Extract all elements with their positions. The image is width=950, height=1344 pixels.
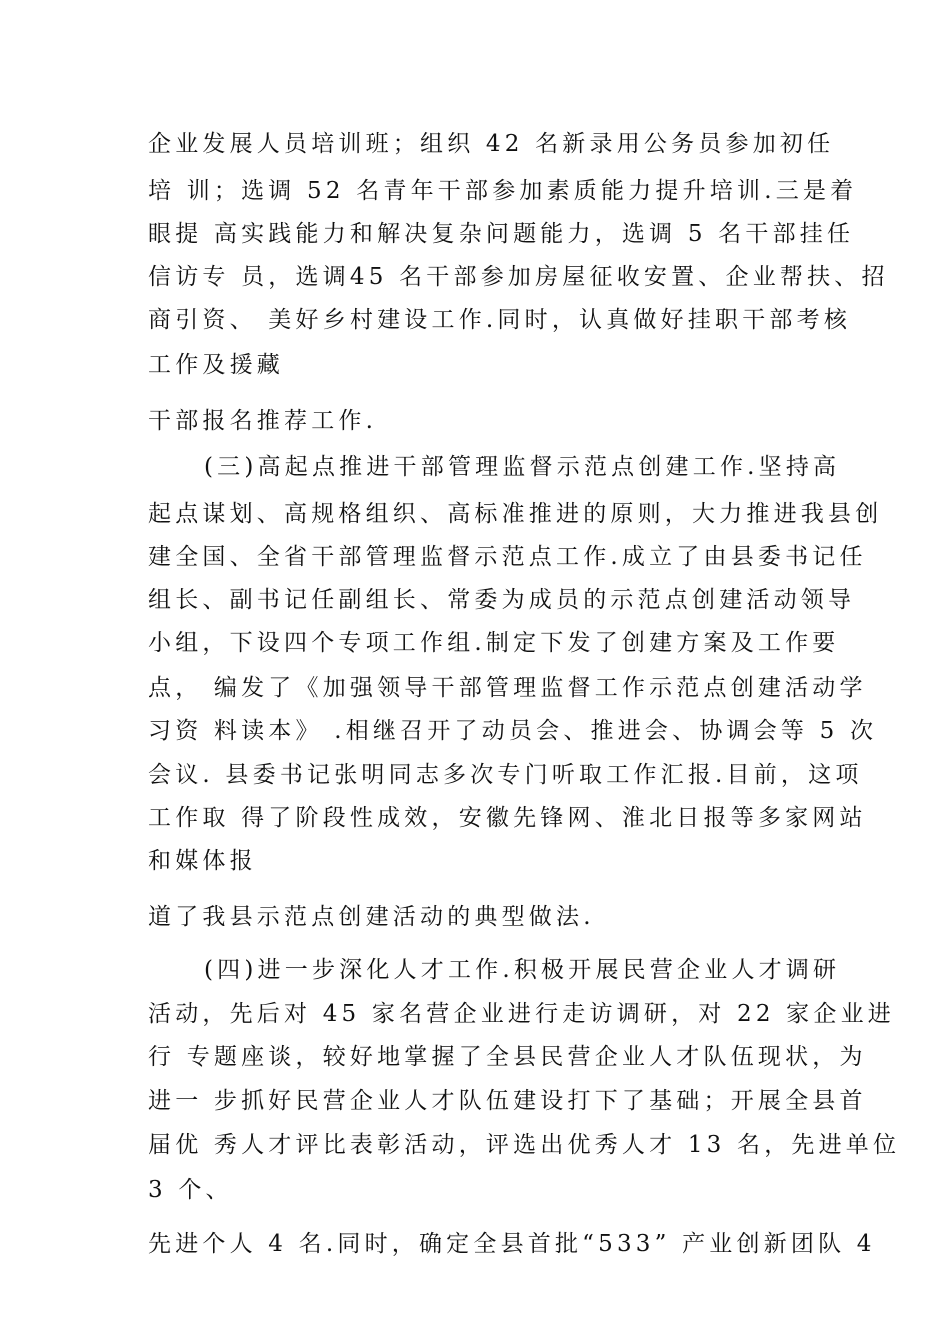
text-line: 进一 步抓好民营企业人才队伍建设打下了基础；开展全县首 xyxy=(148,1088,867,1114)
text-line: 干部报名推荐工作. xyxy=(148,408,378,434)
text-line: 3 个、 xyxy=(148,1177,233,1203)
text-line: 行 专题座谈，较好地掌握了全县民营企业人才队伍现状，为 xyxy=(148,1044,867,1070)
text-line: 会议. 县委书记张明同志多次专门听取工作汇报.目前，这项 xyxy=(148,762,863,788)
paragraph-heading: (三)高起点推进干部管理监督示范点创建工作.坚持高 xyxy=(204,454,841,480)
text-line: 小组，下设四个专项工作组.制定下发了创建方案及工作要 xyxy=(148,630,840,656)
text-line: 组长、副书记任副组长、常委为成员的示范点创建活动领导 xyxy=(148,587,856,613)
text-line: 和媒体报 xyxy=(148,848,257,874)
text-line: 起点谋划、高规格组织、高标准推进的原则，大力推进我县创 xyxy=(148,501,883,527)
text-line: 届优 秀人才评比表彰活动，评选出优秀人才 13 名，先进单位 xyxy=(148,1132,901,1158)
text-line: 培 训；选调 52 名青年干部参加素质能力提升培训.三是着 xyxy=(148,178,858,204)
paragraph-heading: (四)进一步深化人才工作.积极开展民营企业人才调研 xyxy=(204,957,841,983)
text-line: 工作及援藏 xyxy=(148,352,284,378)
text-line: 点， 编发了《加强领导干部管理监督工作示范点创建活动学 xyxy=(148,675,867,701)
text-line: 先进个人 4 名.同时，确定全县首批“533” 产业创新团队 4 xyxy=(148,1231,876,1257)
text-line: 眼提 高实践能力和解决复杂问题能力，选调 5 名干部挂任 xyxy=(148,221,855,247)
text-line: 工作取 得了阶段性成效，安徽先锋网、淮北日报等多家网站 xyxy=(148,805,867,831)
text-line: 建全国、全省干部管理监督示范点工作.成立了由县委书记任 xyxy=(148,544,867,570)
text-line: 商引资、 美好乡村建设工作.同时，认真做好挂职干部考核 xyxy=(148,307,852,333)
text-line: 企业发展人员培训班；组织 42 名新录用公务员参加初任 xyxy=(148,131,835,157)
text-line: 习资 料读本》 .相继召开了动员会、推进会、协调会等 5 次 xyxy=(148,718,878,744)
text-line: 道了我县示范点创建活动的典型做法. xyxy=(148,904,595,930)
text-line: 信访专 员，选调45 名干部参加房屋征收安置、企业帮扶、招 xyxy=(148,264,889,290)
text-line: 活动，先后对 45 家名营企业进行走访调研，对 22 家企业进 xyxy=(148,1001,895,1027)
